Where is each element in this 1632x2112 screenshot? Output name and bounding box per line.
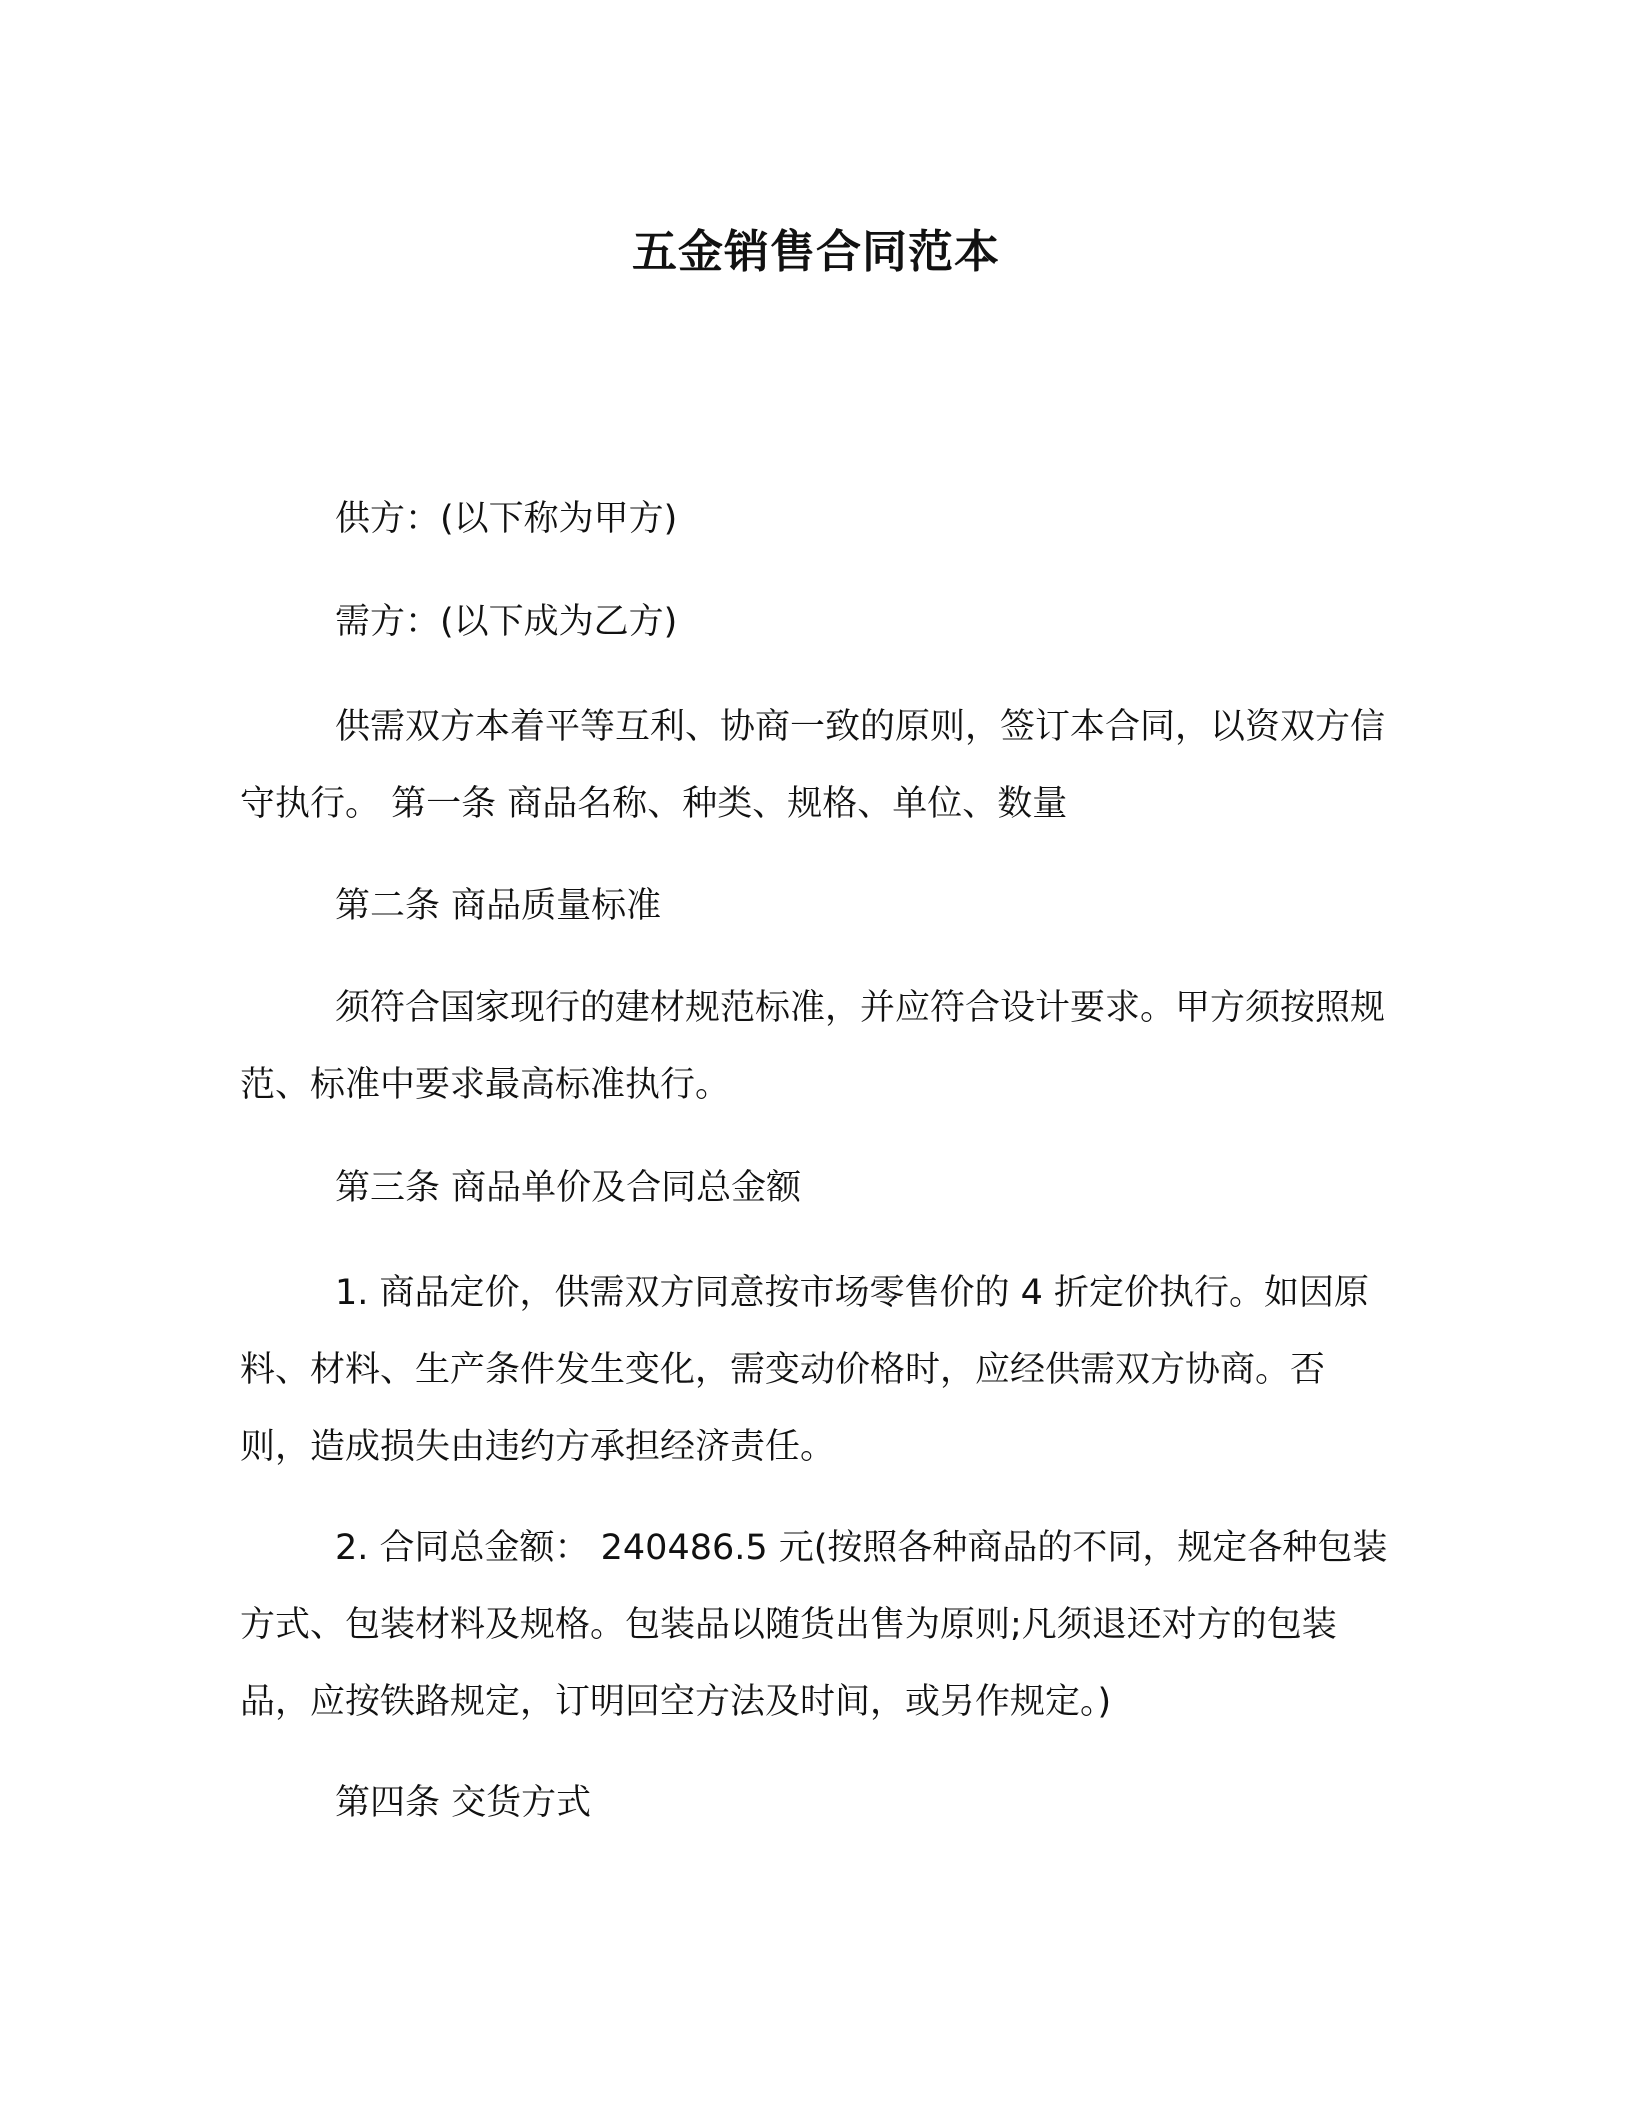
article-3-item-2: 2. 合同总金额： 240486.5 元(按照各种商品的不同，规定各种包装方式、包装材料及规格。包装品以随货出售为原则;凡须退还对方的包装品，应按铁路规定，订明回空方法及时间，或另作规定。) — [240, 1528, 1388, 1722]
document-title: 五金销售合同范本 — [631, 225, 1000, 278]
buyer-line: 需方：(以下成为乙方) — [335, 602, 678, 642]
article-3-item-1: 1. 商品定价，供需双方同意按市场零售价的 4 折定价执行。如因原料、材料、生产条件发生变化，需变动价格时，应经供需双方协商。否则，造成损失由违约方承担经济责任。 — [240, 1273, 1370, 1467]
article-3-heading: 第三条 商品单价及合同总金额 — [335, 1168, 802, 1208]
article-2-body: 须符合国家现行的建材规范标准，并应符合设计要求。甲方须按照规范、标准中要求最高标准执行。 — [240, 988, 1386, 1105]
article-2-heading: 第二条 商品质量标准 — [335, 886, 662, 926]
supplier-line: 供方：(以下称为甲方) — [335, 499, 678, 539]
intro-paragraph: 供需双方本着平等互利、协商一致的原则，签订本合同，以资双方信守执行。 第一条 商品名称、种类、规格、单位、数量 — [240, 707, 1386, 824]
article-4-heading: 第四条 交货方式 — [335, 1783, 592, 1823]
